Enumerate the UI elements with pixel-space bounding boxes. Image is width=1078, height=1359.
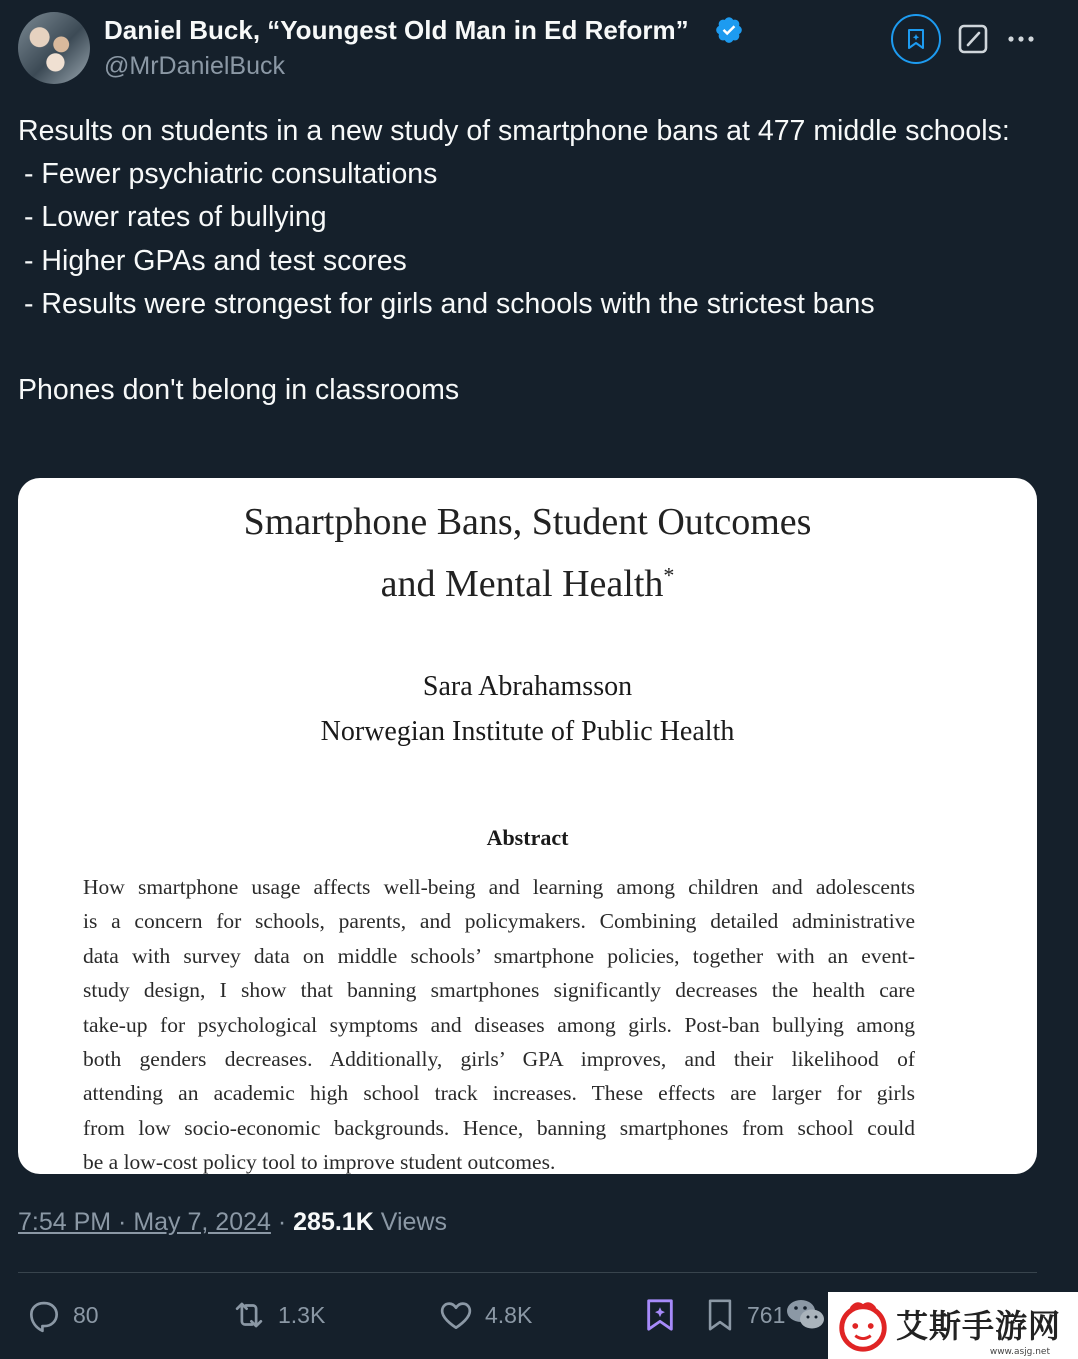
tweet-line: - Higher GPAs and test scores [24, 244, 407, 277]
paper-author: Sara Abrahamsson [422, 671, 633, 702]
tweet-timestamp-link[interactable]: 7:54 PM · May 7, 2024 [18, 1208, 271, 1236]
divider [18, 1272, 1037, 1273]
watermark-text: 艾斯手游网 [896, 1306, 1062, 1345]
tweet-line: - Results were strongest for girls and schools with the strictest bans [24, 287, 875, 320]
watermark-url: www.asjg.net [989, 1347, 1050, 1357]
abstract-line: take-up for psychological symptoms and diseases among girls. Post-ban bullying among [83, 1012, 915, 1037]
reply-count: 80 [73, 1301, 99, 1328]
tweet-line: Results on students in a new study of smartphone bans at 477 middle schools: [18, 115, 1010, 147]
abstract-heading: Abstract [486, 825, 569, 850]
bookmark-button[interactable] [703, 1290, 785, 1340]
bookmark-icon [703, 1296, 737, 1334]
heart-icon [437, 1296, 475, 1334]
abstract-line: attending an academic high school track increases. These effects are larger for girls [83, 1081, 915, 1106]
paper-title-line-2 [18, 562, 1037, 606]
reply-button[interactable] [25, 1290, 99, 1340]
bookmark-count: 761 [747, 1301, 786, 1328]
repost-count: 1.3K [278, 1301, 326, 1328]
repost-icon [230, 1296, 268, 1334]
bookmark-sparkle-icon [643, 1296, 677, 1334]
share-wechat-button[interactable] [785, 1290, 827, 1340]
abstract-line: study design, I show that banning smartphones significantly decreases the health care [83, 978, 915, 1003]
paper-title-text: and Mental Health [380, 563, 664, 605]
attached-image[interactable] [18, 478, 1037, 1174]
tweet-line: Phones don't belong in classrooms [18, 374, 460, 407]
views-count: 285.1K [293, 1208, 374, 1236]
like-button[interactable] [437, 1290, 532, 1340]
like-count: 4.8K [485, 1301, 533, 1328]
abstract-line: be a low-cost policy tool to improve student outcomes. [83, 1150, 556, 1174]
reply-icon [25, 1296, 63, 1334]
site-watermark [828, 1292, 1078, 1359]
abstract-line: from low socio-economic backgrounds. Hence, banning smartphones from school could [83, 1115, 915, 1140]
bookmark-sparkle-icon [904, 27, 928, 51]
abstract-line: How smartphone usage affects well-being and learning among children and adolescents [83, 875, 915, 899]
abstract-line: both genders decreases. Additionally, girls’ GPA improves, and their likelihood of [83, 1047, 915, 1072]
more-options-icon[interactable] [1006, 24, 1036, 54]
edit-icon[interactable] [958, 24, 988, 54]
tweet-meta [18, 1208, 447, 1237]
watermark-logo-icon [834, 1297, 892, 1355]
abstract-line: is a concern for schools, parents, and policymakers. Combining detailed administrative [83, 909, 915, 934]
abstract-body [83, 870, 915, 1174]
abstract-line: data with survey data on middle schools’ smartphone policies, together with an event- [83, 943, 915, 968]
wechat-icon [785, 1296, 827, 1334]
tweet-header [18, 12, 1060, 88]
paper-affiliation: Norwegian Institute of Public Health [320, 716, 735, 747]
meta-separator: · [277, 1208, 287, 1236]
tweet-line: - Fewer psychiatric consultations [24, 158, 438, 191]
tweet-line: - Lower rates of bullying [24, 201, 327, 234]
footnote-mark: * [663, 562, 675, 588]
avatar[interactable] [18, 12, 90, 84]
tweet-text [18, 110, 1060, 412]
repost-button[interactable] [230, 1290, 325, 1340]
user-handle[interactable]: @MrDanielBuck [104, 52, 285, 80]
paper-title-line-1: Smartphone Bans, Student Outcomes [243, 501, 812, 543]
verified-badge-icon [714, 15, 744, 45]
views-label: Views [380, 1208, 447, 1236]
grok-icon-button[interactable] [643, 1290, 677, 1340]
display-name[interactable]: Daniel Buck, “Youngest Old Man in Ed Reform” [104, 15, 689, 45]
grok-bookmark-button[interactable] [891, 14, 941, 64]
